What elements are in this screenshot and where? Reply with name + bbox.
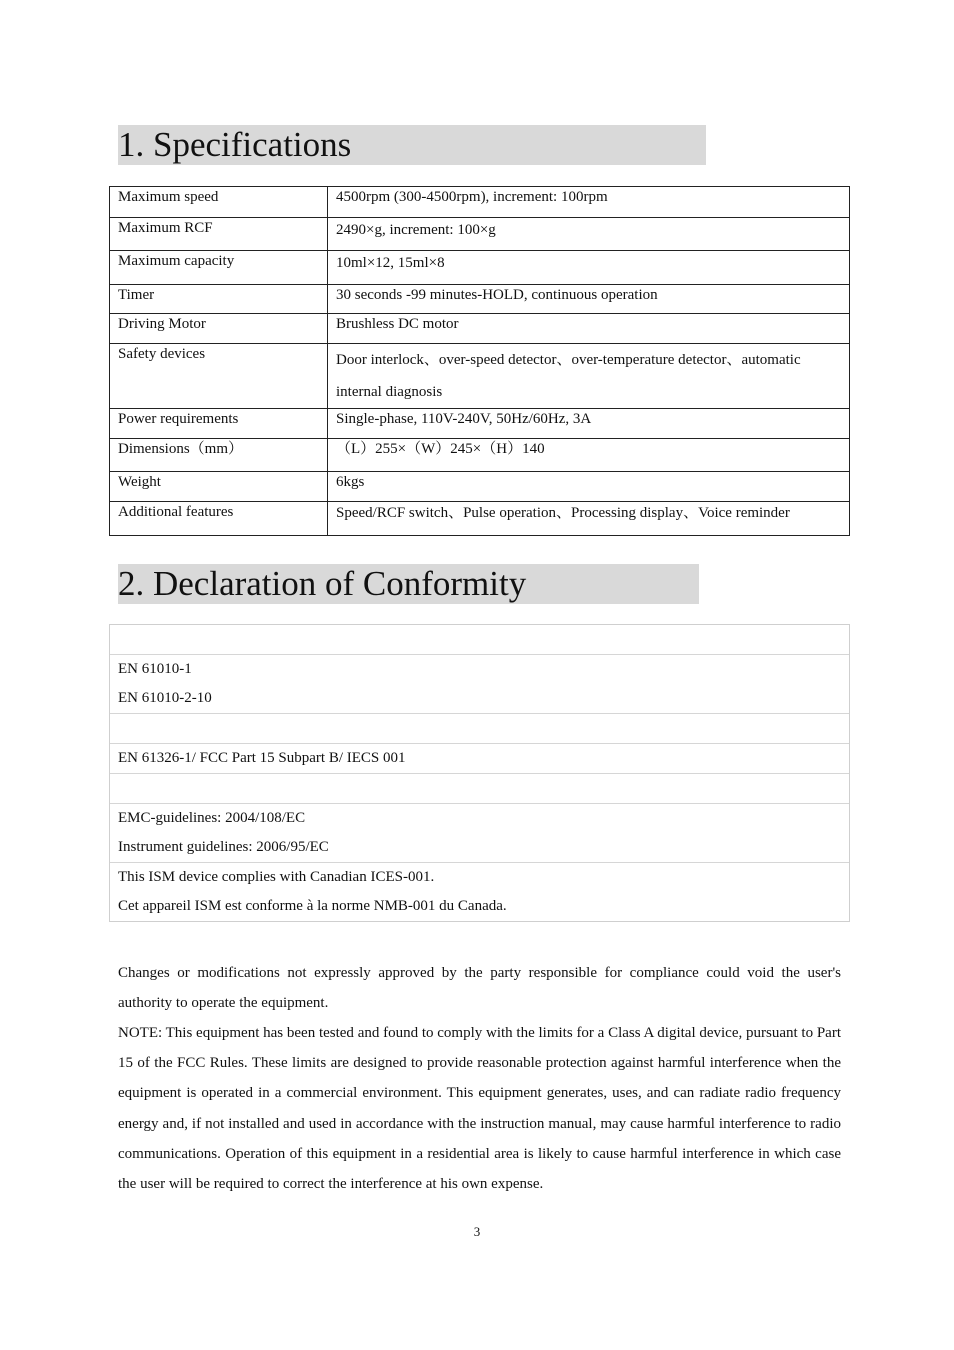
spec-value: Door interlock、over-speed detector、over-temperature detector、automatic internal diagnosis	[328, 344, 850, 409]
spec-label: Additional features	[110, 502, 328, 536]
table-row	[110, 187, 850, 218]
table-row	[110, 409, 850, 439]
spec-label: Driving Motor	[110, 314, 328, 344]
standard-item: EN 61010-1	[118, 661, 192, 677]
specifications-table	[109, 186, 850, 536]
spec-label: Weight	[110, 472, 328, 502]
fcc-note-paragraph: NOTE: This equipment has been tested and found to comply with the limits for a Class A digital device, pursuant to Part 15 of the FCC Rules. These limits are designed to provide reasonable protection against harmful interference when the equipment is operated in a commercial environment. This equipment generates, uses, and can radiate radio frequency energy and, if not installed and used in accordance with the instruction manual, may cause harmful interference to radio communications. Operation of this equipment in a residential area is likely to cause harmful interference in which case the user will be required to correct the interference at his own expense.	[118, 1025, 841, 1193]
spec-label: Maximum capacity	[110, 251, 328, 285]
spec-value: 4500rpm (300-4500rpm), increment: 100rpm	[328, 187, 850, 218]
specifications-heading: 1. Specifications	[118, 125, 706, 165]
conformity-blank-row	[110, 625, 849, 654]
spec-value: 30 seconds -99 minutes-HOLD, continuous operation	[328, 285, 850, 314]
table-row	[110, 439, 850, 472]
declaration-heading: 2. Declaration of Conformity	[118, 564, 699, 604]
spec-value: 10ml×12, 15ml×8	[328, 251, 850, 285]
guideline-item: Instrument guidelines: 2006/95/EC	[118, 839, 329, 855]
spec-value: Brushless DC motor	[328, 314, 850, 344]
conformity-canada-row	[110, 862, 849, 921]
table-row	[110, 314, 850, 344]
standard-item: EN 61326-1/ FCC Part 15 Subpart B/ IECS 001	[118, 750, 406, 766]
page-number: 3	[473, 1224, 481, 1239]
conformity-safety-row	[110, 654, 849, 713]
conformity-guidelines-row	[110, 803, 849, 862]
spec-label: Power requirements	[110, 409, 328, 439]
table-row	[110, 472, 850, 502]
spec-label: Dimensions（mm）	[110, 439, 328, 472]
table-row	[110, 502, 850, 536]
spec-label: Safety devices	[110, 344, 328, 409]
spec-label: Maximum speed	[110, 187, 328, 218]
spec-value: Speed/RCF switch、Pulse operation、Processing display、Voice reminder	[328, 502, 850, 536]
spec-value: 2490×g, increment: 100×g	[328, 218, 850, 251]
spec-label: Maximum RCF	[110, 218, 328, 251]
spec-label: Timer	[110, 285, 328, 314]
canada-statement: Cet appareil ISM est conforme à la norme NMB-001 du Canada.	[118, 898, 507, 914]
table-row	[110, 218, 850, 251]
canada-statement: This ISM device complies with Canadian ICES-001.	[118, 869, 435, 885]
table-row	[110, 344, 850, 409]
spec-value: （L）255×（W）245×（H）140	[328, 439, 850, 472]
guideline-item: EMC-guidelines: 2004/108/EC	[118, 810, 306, 826]
spec-value: 6kgs	[328, 472, 850, 502]
conformity-table	[109, 624, 850, 922]
conformity-blank-row	[110, 713, 849, 743]
conformity-emc-row	[110, 743, 849, 773]
table-row	[110, 285, 850, 314]
table-row	[110, 251, 850, 285]
spec-value: Single-phase, 110V-240V, 50Hz/60Hz, 3A	[328, 409, 850, 439]
changes-paragraph: Changes or modifications not expressly approved by the party responsible for compliance could void the user's authority to operate the equipment.	[118, 965, 841, 1012]
standard-item: EN 61010-2-10	[118, 690, 212, 706]
conformity-blank-row	[110, 773, 849, 803]
